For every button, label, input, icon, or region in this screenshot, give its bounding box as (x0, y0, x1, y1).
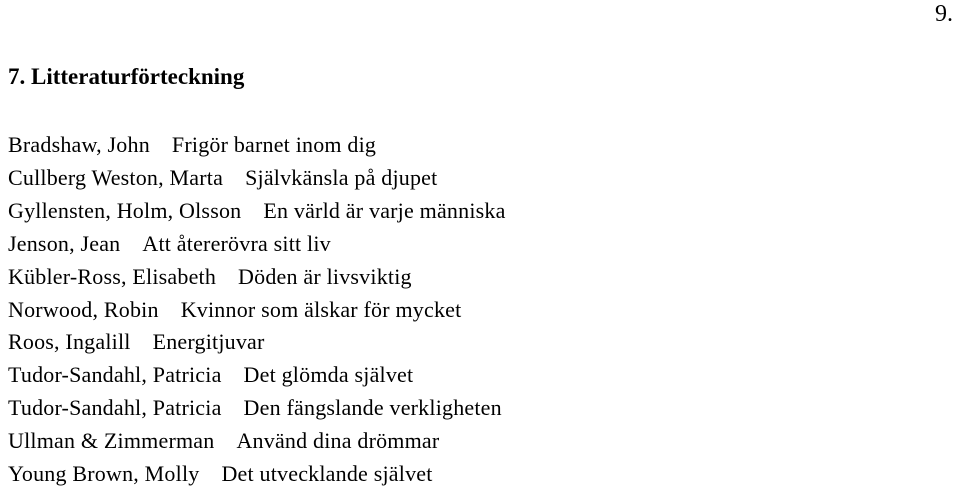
reference-title: Använd dina drömmar (236, 428, 440, 454)
reference-item (8, 195, 506, 228)
reference-author: Tudor-Sandahl, Patricia (8, 362, 222, 388)
reference-title: Att återerövra sitt liv (142, 230, 331, 256)
reference-author: Roos, Ingalill (8, 329, 131, 355)
reference-item (8, 425, 506, 458)
reference-item (8, 261, 506, 294)
reference-author: Tudor-Sandahl, Patricia (8, 395, 222, 421)
reference-title: En värld är varje människa (263, 197, 506, 223)
reference-title: Det glömda självet (243, 362, 414, 388)
reference-item (8, 392, 506, 425)
reference-item (8, 294, 506, 327)
reference-author: Cullberg Weston, Marta (8, 164, 224, 190)
reference-title: Kvinnor som älskar för mycket (180, 296, 462, 322)
reference-title: Energitjuvar (152, 329, 265, 355)
reference-author: Kübler-Ross, Elisabeth (8, 263, 217, 289)
reference-title: Döden är livsviktig (238, 263, 412, 289)
reference-item (8, 129, 506, 162)
reference-title: Självkänsla på djupet (245, 164, 438, 190)
reference-item (8, 326, 506, 359)
reference-author: Bradshaw, John (8, 132, 150, 157)
reference-author: Young Brown, Molly (8, 461, 200, 487)
reference-author: Jenson, Jean (8, 230, 121, 256)
reference-author: Norwood, Robin (8, 296, 159, 322)
reference-item (8, 228, 506, 261)
reference-item (8, 162, 506, 195)
reference-title: Frigör barnet inom dig (171, 132, 377, 157)
reference-item (8, 359, 506, 392)
reference-list (8, 129, 506, 491)
section-heading: 7. Litteraturförteckning (8, 64, 245, 89)
reference-author: Ullman & Zimmerman (8, 428, 215, 454)
reference-title: Det utvecklande självet (221, 461, 433, 487)
reference-item (8, 458, 506, 491)
reference-author: Gyllensten, Holm, Olsson (8, 197, 242, 223)
reference-title: Den fängslande verkligheten (243, 395, 502, 421)
page-number: 9. (935, 1, 953, 27)
